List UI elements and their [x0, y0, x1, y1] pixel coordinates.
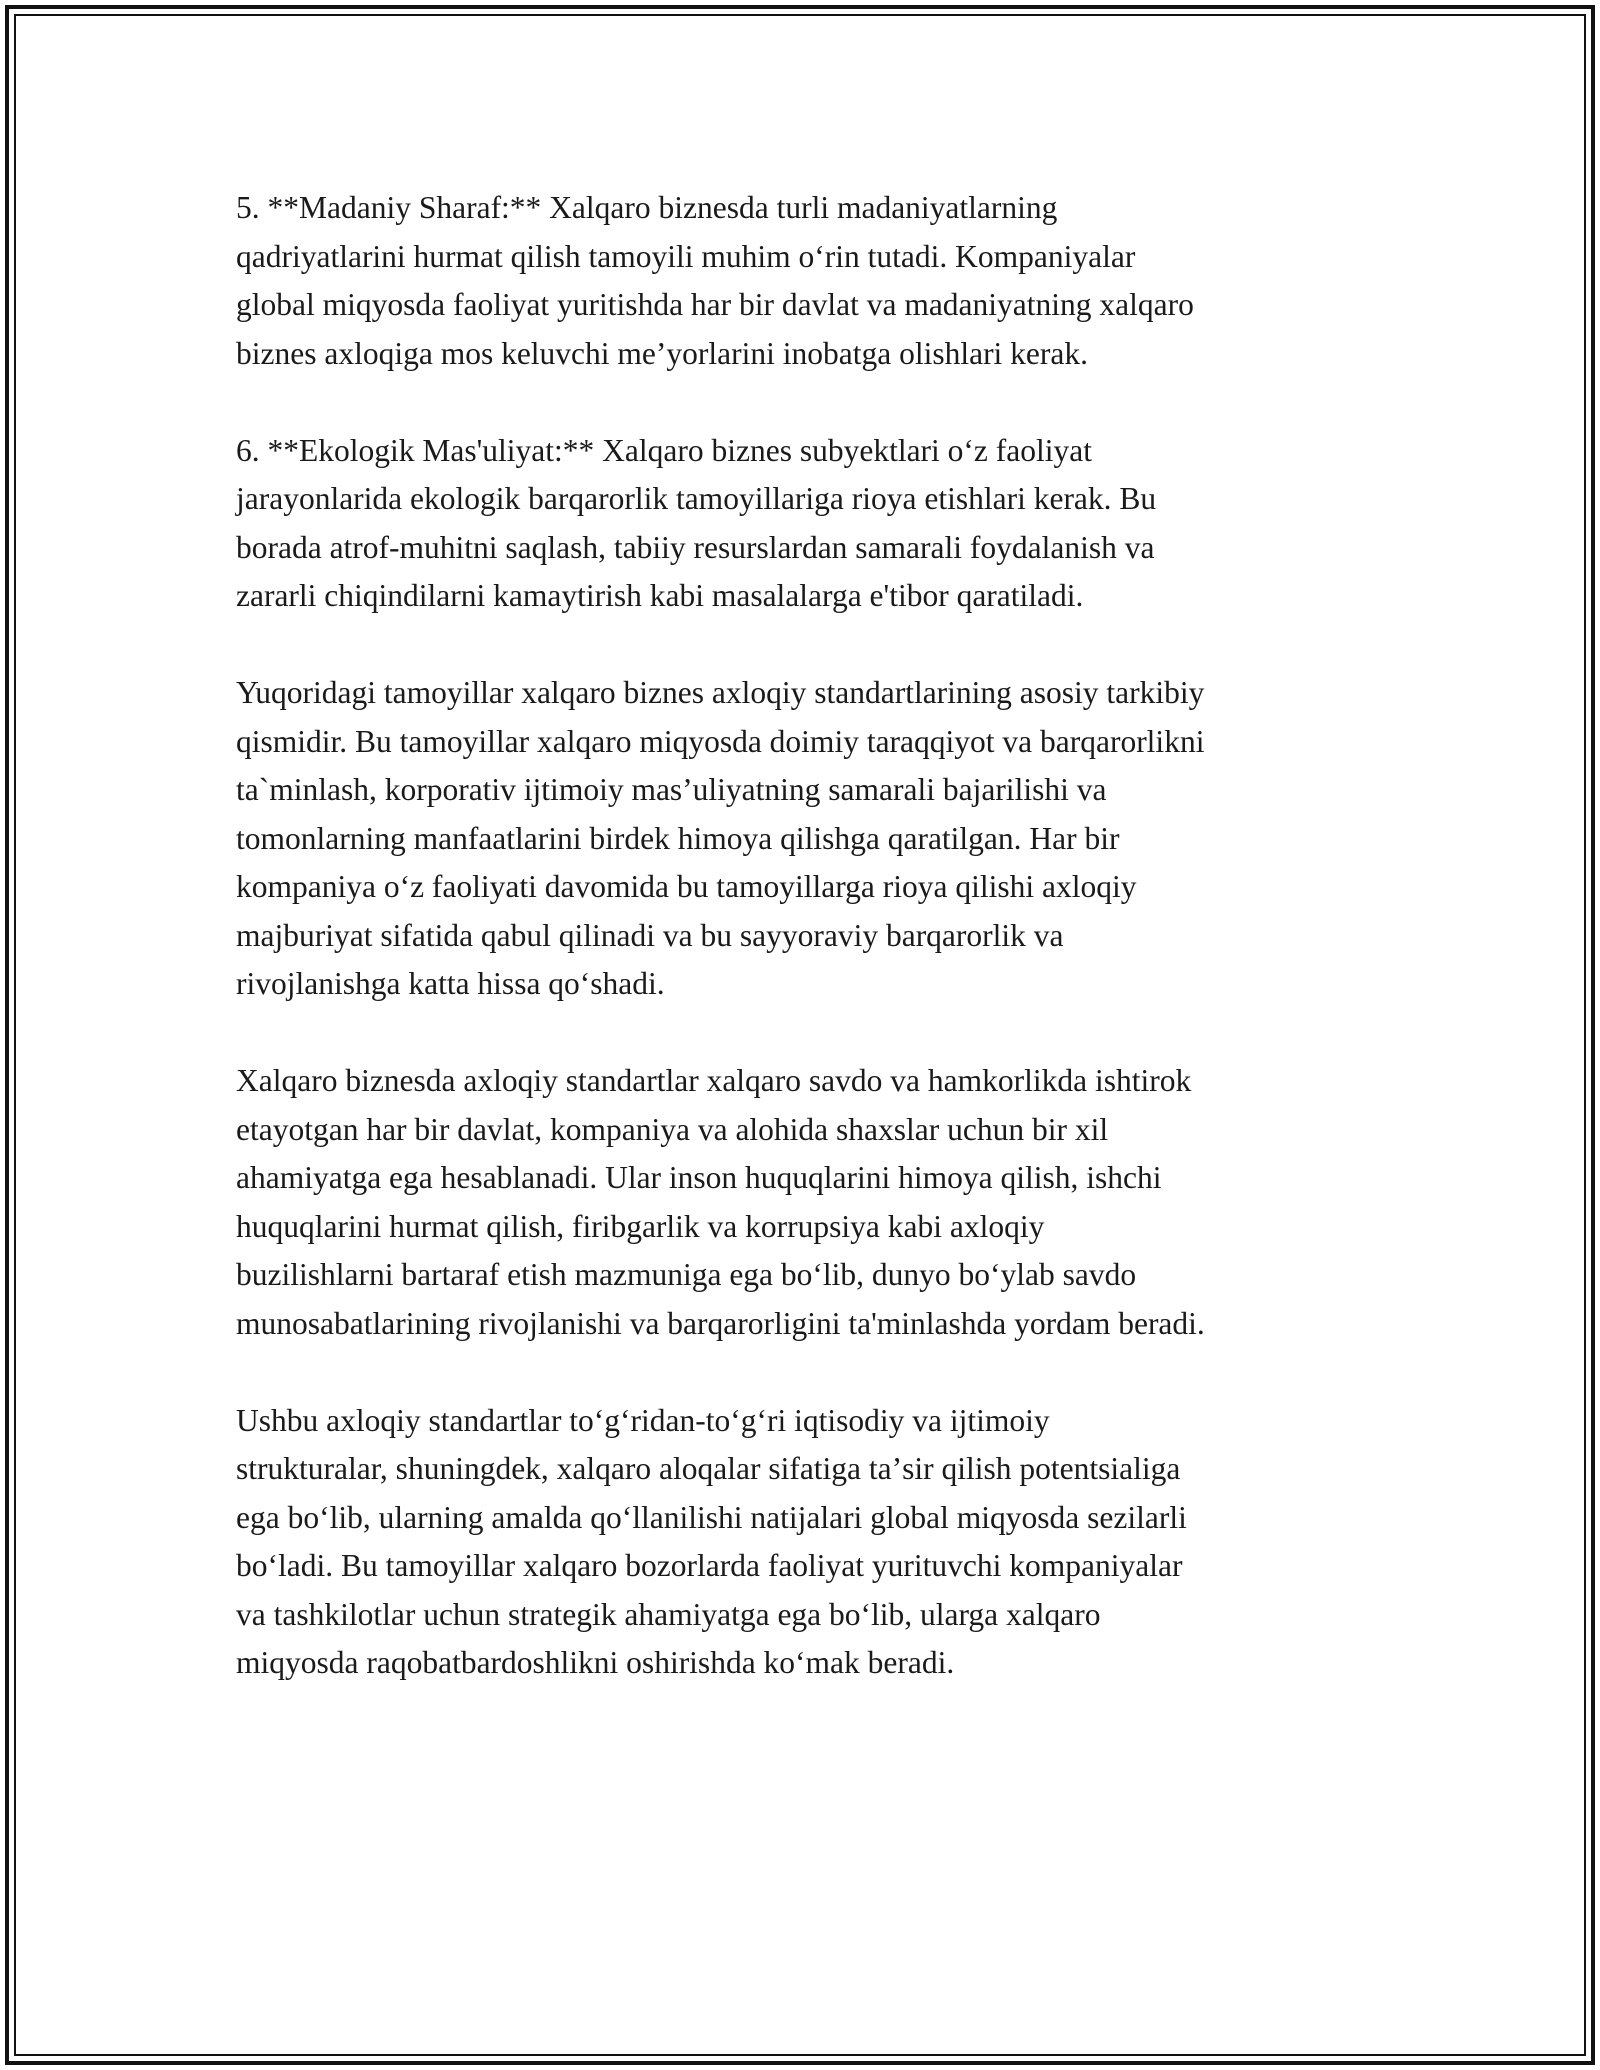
paragraph-axloqiy-standartlar: Xalqaro biznesda axloqiy standartlar xalqaro savdo va hamkorlikda ishtirok etayotgan har bir davlat, kompaniya va alohida shaxslar uchun bir xil ahamiyatga ega hesablanadi. Ular inson huquqlarini himoya qilish, ishchi huquqlarini hurmat qilish, firibgarlik va korrupsiya kabi axloqiy buzilishlarni bartaraf etish mazmuniga ega boʻlib, dunyo boʻylab savdo munosabatlarining rivojlanishi va barqarorligini ta'minlashda yordam beradi. — [236, 1063, 1205, 1341]
paragraph-conclusion: Ushbu axloqiy standartlar toʻgʻridan-toʻgʻri iqtisodiy va ijtimoiy strukturalar, shuningdek, xalqaro aloqalar sifatiga taʼsir qilish potentsialiga ega boʻlib, ularning amalda qoʻllanilishi natijalari global miqyosda sezilarli boʻladi. Bu tamoyillar xalqaro bozorlarda faoliyat yurituvchi kompaniyalar va tashkilotlar uchun strategik ahamiyatga ega boʻlib, ularga xalqaro miqyosda raqobatbardoshlikni oshirishda koʻmak beradi. — [236, 1402, 1187, 1680]
paragraph-ekologik-masuliyat: 6. **Ekologik Mas'uliyat:** Xalqaro biznes subyektlari oʻz faoliyat jarayonlarida ekologik barqarorlik tamoyillariga rioya etishlari kerak. Bu borada atrof-muhitni saqlash, tabiiy resurslardan samarali foydalanish va zararli chiqindilarni kamaytirish kabi masalalarga e'tibor qaratiladi. — [236, 432, 1157, 613]
document-body — [236, 184, 1396, 1736]
paragraph-madaniy-sharaf: 5. **Madaniy Sharaf:** Xalqaro biznesda turli madaniyatlarning qadriyatlarini hurmat qilish tamoyili muhim oʻrin tutadi. Kompaniyalar global miqyosda faoliyat yuritishda har bir davlat va madaniyatning xalqaro biznes axloqiga mos keluvchi meʼyorlarini inobatga olishlari kerak. — [236, 190, 1194, 371]
paragraph-tamoyillar-summary: Yuqoridagi tamoyillar xalqaro biznes axloqiy standartlarining asosiy tarkibiy qismidir. Bu tamoyillar xalqaro miqyosda doimiy taraqqiyot va barqarorlikni ta`minlash, korporativ ijtimoiy mas’uliyatning samarali bajarilishi va tomonlarning manfaatlarini birdek himoya qilishga qaratilgan. Har bir kompaniya oʻz faoliyati davomida bu tamoyillarga rioya qilishi axloqiy majburiyat sifatida qabul qilinadi va bu sayyoraviy barqarorlik va rivojlanishga katta hissa qoʻshadi. — [236, 675, 1205, 1001]
